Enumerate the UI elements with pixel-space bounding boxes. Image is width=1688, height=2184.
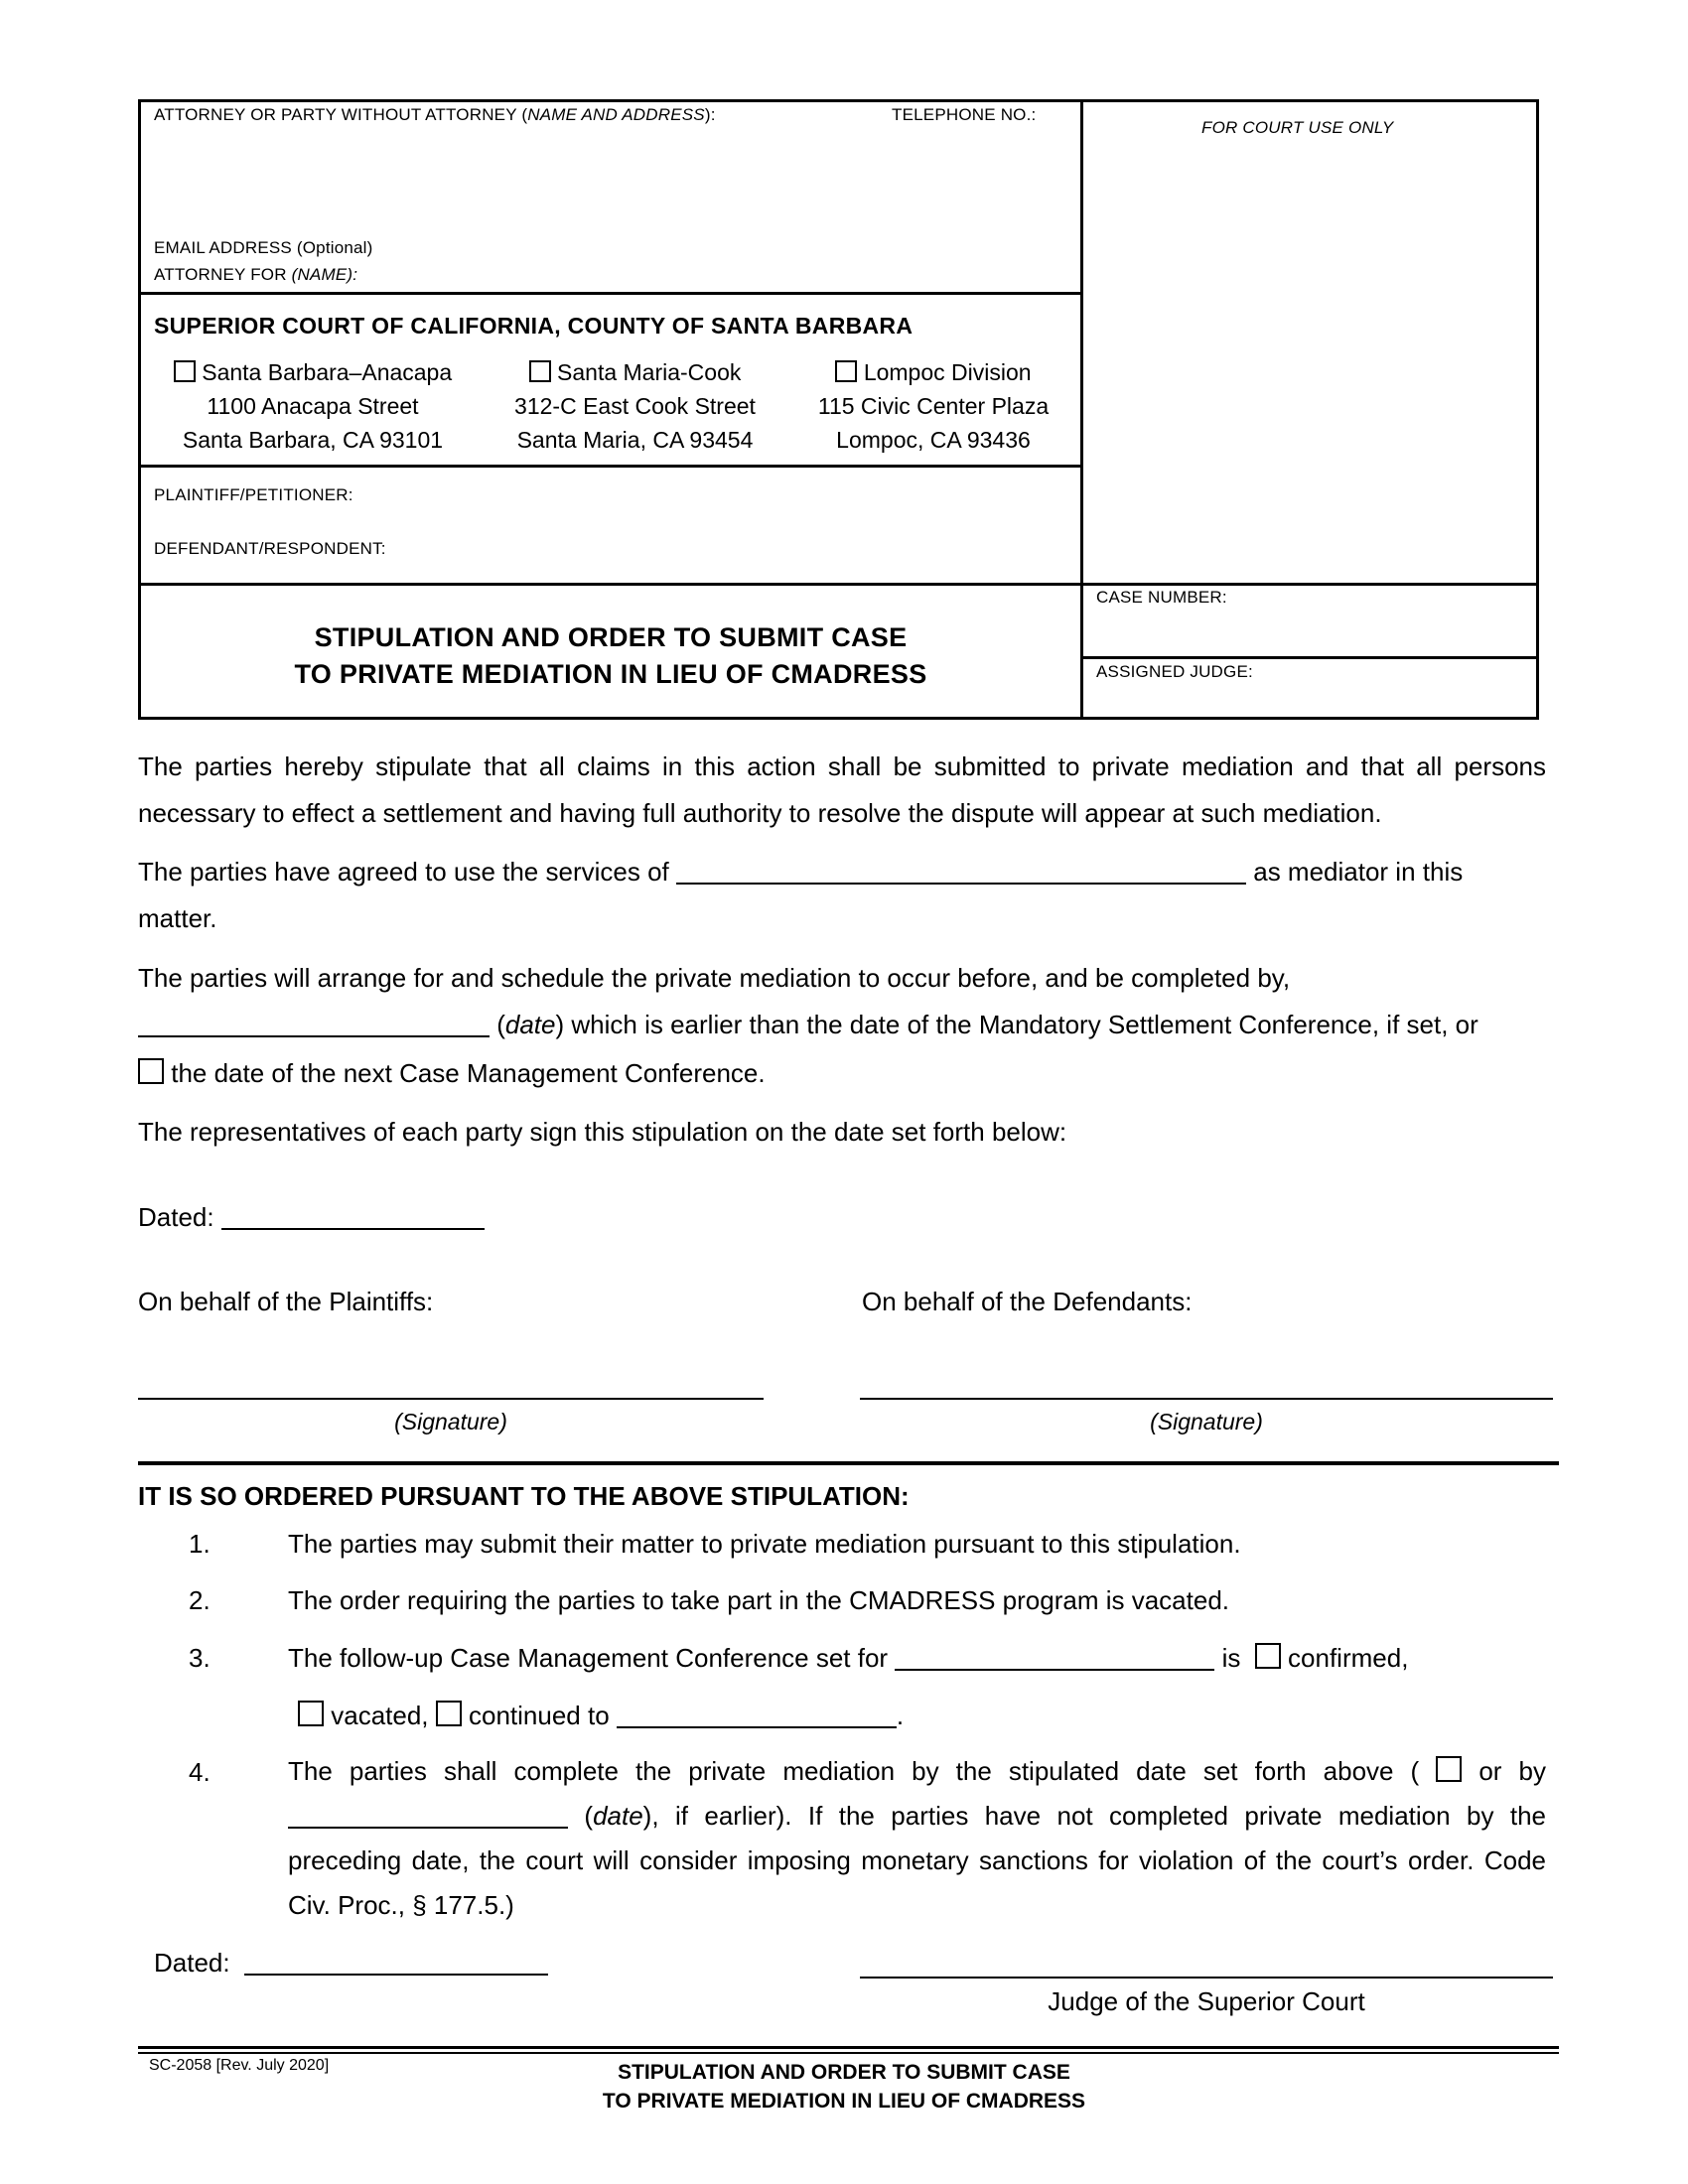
cmc-date-checkbox[interactable] [138,1058,164,1084]
footer-title: STIPULATION AND ORDER TO SUBMIT CASE TO PRIVATE MEDIATION IN LIEU OF CMADRESS [602,2061,1086,2113]
stipulation-paragraph: The parties hereby stipulate that all claims in this action shall be submitted to private mediation and that all persons necessary to effect a settlement and having full authority to resolve the dispute will appear at such mediation. [138,751,1546,828]
division-santa-maria: Santa Maria-Cook 312-C East Cook Street Santa Maria, CA 93454 [514,359,756,453]
telephone-label: TELEPHONE NO.: [892,105,1037,124]
vacated-checkbox[interactable] [298,1701,324,1726]
defendant-label: DEFENDANT/RESPONDENT: [154,539,386,558]
order-date-field[interactable] [244,1948,548,1976]
mediator-name-field[interactable] [676,857,1246,885]
continued-checkbox[interactable] [436,1701,462,1726]
caption-divider [1080,99,1083,720]
schedule-paragraph-line3: the date of the next Case Management Conference. [138,1050,766,1097]
division-checkbox[interactable] [174,360,196,382]
mediator-paragraph: The parties have agreed to use the services of as mediator in this [138,857,1464,887]
form-title: STIPULATION AND ORDER TO SUBMIT CASE TO PRIVATE MEDIATION IN LIEU OF CMADRESS [294,622,927,689]
defendant-signature-line[interactable] [860,1398,1553,1400]
order-dated: Dated: [154,1940,548,1986]
order-item-2: The order requiring the parties to take part in the CMADRESS program is vacated. [288,1585,1229,1615]
order-heading: IT IS SO ORDERED PURSUANT TO THE ABOVE STIPULATION: [138,1481,910,1511]
earlier-date-field[interactable] [288,1801,568,1829]
order-item-2-number: 2. [189,1585,211,1615]
division-lompoc: Lompoc Division 115 Civic Center Plaza Lompoc, CA 93436 [817,359,1050,453]
division-santa-barbara: Santa Barbara–Anacapa 1100 Anacapa Street Santa Barbara, CA 93101 [154,355,472,457]
case-number-label: CASE NUMBER: [1096,588,1227,607]
division-checkbox[interactable] [529,360,551,382]
representatives-paragraph: The representatives of each party sign this stipulation on the date set forth below: [138,1117,1067,1147]
cmc-date-field[interactable] [895,1643,1214,1671]
assigned-judge-label: ASSIGNED JUDGE: [1096,662,1253,681]
defendant-signature-caption: (Signature) [1150,1409,1263,1434]
stipulation-dated: Dated: [138,1194,485,1241]
schedule-paragraph-line1: The parties will arrange for and schedule the private mediation to occur before, and be completed by, [138,963,1291,993]
defendants-label: On behalf of the Defendants: [862,1287,1193,1316]
court-name: SUPERIOR COURT OF CALIFORNIA, COUNTY OF SANTA BARBARA [154,313,914,339]
order-item-3-line2: vacated, continued to . [298,1693,904,1739]
continued-date-field[interactable] [617,1701,897,1728]
order-item-3-line1: The follow-up Case Management Conference set for is confirmed, [288,1643,1409,1673]
court-use-label: FOR COURT USE ONLY [1201,118,1394,137]
judge-label: Judge of the Superior Court [1048,1986,1365,2016]
caption-rule [138,465,1081,468]
confirmed-checkbox[interactable] [1255,1643,1281,1669]
stipulation-date-field[interactable] [221,1202,485,1230]
order-item-4-number: 4. [189,1757,211,1787]
schedule-paragraph-line2: (date) which is earlier than the date of the Mandatory Settlement Conference, if set, or [138,1002,1548,1048]
footer-rule-top [138,2046,1559,2049]
plaintiff-label: PLAINTIFF/PETITIONER: [154,485,353,504]
plaintiffs-label: On behalf of the Plaintiffs: [138,1287,434,1316]
judge-signature-line[interactable] [860,1977,1553,1979]
footer-rule-bottom [138,2052,1559,2054]
mediator-paragraph-end: matter. [138,903,217,933]
order-item-4: The parties shall complete the private mediation by the stipulated date set forth above ( or by (date), if earlier). If the parties have not completed private mediation by the preceding date, the court will consider imposing monetary sanctions for violation of the court’s order. Code Civ. Proc., § 177.5.) [288,1756,1546,1920]
completion-date-field[interactable] [138,1010,490,1037]
order-item-3-number: 3. [189,1643,211,1673]
order-item-1-number: 1. [189,1529,211,1559]
attorney-label: ATTORNEY OR PARTY WITHOUT ATTORNEY (NAME AND ADDRESS): [154,105,716,124]
stipulated-date-checkbox[interactable] [1436,1756,1462,1782]
plaintiff-signature-line[interactable] [138,1398,764,1400]
plaintiff-signature-caption: (Signature) [394,1409,507,1434]
attorney-for-label: ATTORNEY FOR (NAME): [154,265,358,284]
caption-rule [1080,656,1539,659]
caption-rule [138,583,1539,586]
order-divider [138,1461,1559,1465]
form-id: SC-2058 [Rev. July 2020] [149,2057,330,2074]
email-label: EMAIL ADDRESS (Optional) [154,238,373,257]
order-item-1: The parties may submit their matter to private mediation pursuant to this stipulation. [288,1529,1241,1559]
caption-rule [138,292,1081,295]
division-checkbox[interactable] [835,360,857,382]
